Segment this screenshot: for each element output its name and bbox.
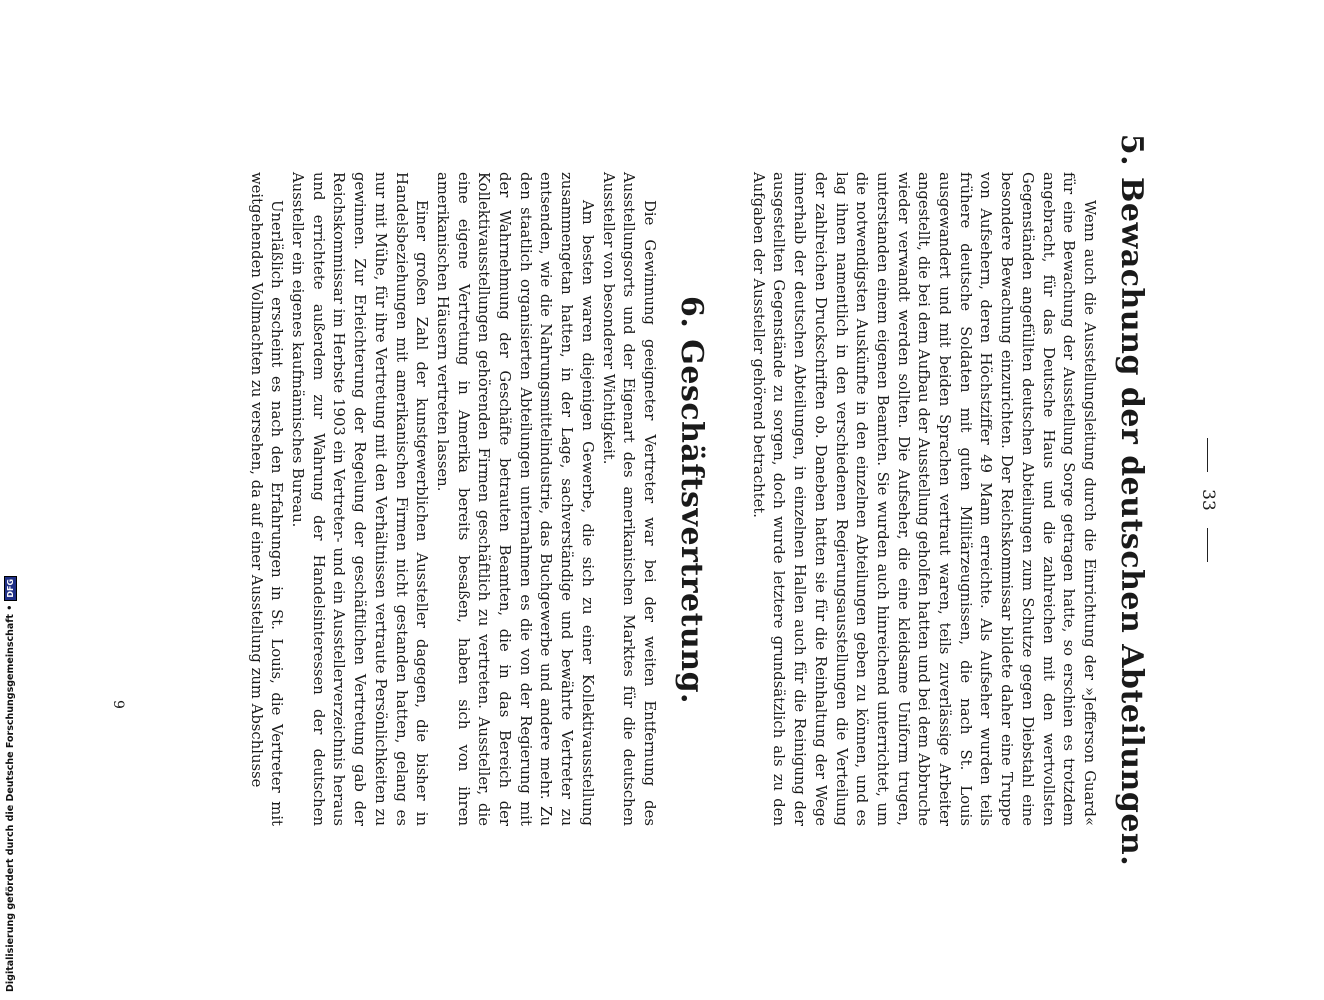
section-6-paragraph: Am besten waren diejenigen Gewerbe, die sich zu einer Kollektivausstellung zusammengetan hatten, in der Lage, sachverständige und bewährte Vertreter zu entsenden, wie die Nahrungsmittelindustrie, das Buchgewerbe und andere mehr. Zu den staatlich organisierten Abteilungen unternahmen es die von der Regierung mit der Wahrnehmung der Geschäfte betrauten Beamten, die in das Bereich der Kollektivausstellungen gehörenden Firmen geschäftlich zu vertreten. Aussteller, die eine eigene Vertretung in Amerika bereits besaßen, haben sich von ihren amerikanischen Häusern vertreten lassen. [433, 172, 596, 826]
page-number-value: 33 [1198, 489, 1218, 511]
page-number-rule-left [1207, 438, 1208, 472]
section-6-paragraph: Einer großen Zahl der kunstgewerblichen Aussteller dagegen, die bisher in Handelsbeziehungen mit amerikanischen Firmen nicht gestanden hatten, gelang es nur mit Mühe, für ihre Vertretung mit den Verhältnissen vertraute Persönlichkeiten zu gewinnen. Zur Erleichterung der Regelung der geschäftlichen Vertretung gab der Reichskommissar im Herbste 1903 ein Vertreter- und ein Ausstellerverzeichnis heraus und errichtete außerdem zur Wahrung der Handelsinteressen der deutschen Aussteller ein eigenes kaufmännisches Bureau. [289, 172, 431, 826]
digitization-footer [0, 0, 20, 1000]
page-number [1198, 0, 1218, 1000]
section-6-paragraph: Die Gewinnung geeigneter Vertreter war bei der weiten Entfernung des Ausstellungsorts und der Eigenart des amerikanischen Marktes für die deutschen Aussteller von besonderer Wichtigkeit. [599, 172, 658, 826]
section-6-heading: 6. Geschäftsvertretung. [674, 295, 709, 704]
section-5-body [747, 172, 1099, 826]
page-number-rule-right [1207, 528, 1208, 562]
section-6-paragraph: Unerläßlich erscheint es nach den Erfahrungen in St. Louis, die Vertreter mit weitgehenden Vollmachten zu versehen, da auf einer Ausstellung zum Abschlusse [247, 172, 286, 826]
section-5-paragraph: Wenn auch die Ausstellungsleitung durch die Einrichtung der »Jefferson Guard« für eine Bewachung der Ausstellung Sorge getragen hatte, so erschien es trotzdem angebracht, für das Deutsche Haus und die zahlreichen mit den wertvollsten Gegenständen angefüllten deutschen Abteilungen zum Schutze gegen Diebstahl eine besondere Bewachung einzurichten. Der Reichskommissar bildete daher eine Truppe von Aufsehern, deren Höchstziffer 49 Mann erreichte. Als Aufseher wurden teils frühere deutsche Soldaten mit guten Militärzeugnissen, die nach St. Louis ausgewandert und mit beiden Sprachen vertraut waren, teils zuverlässige Arbeiter angestellt, die bei dem Aufbau der Ausstellung geholfen hatten und bei dem Abbruche wieder verwandt werden sollten. Die Aufseher, die eine kleidsame Uniform trugen, unterstanden einem eigenen Beamten. Sie wurden auch hinreichend unterrichtet, um die notwendigsten Auskünfte in den einzelnen Abteilungen geben zu können, und es lag ihnen namentlich in den verschiedenen Regierungsausstellungen die Verteilung der zahlreichen Druckschriften ob. Daneben hatten sie für die Reinhaltung der Wege innerhalb der deutschen Abteilungen, in einzelnen Hallen auch für die Reinigung der ausgestellten Gegenstände zu sorgen, doch wurde letztere grundsätzlich als zu den Aufgaben der Aussteller gehörend betrachtet. [749, 172, 1098, 826]
footer-text: Digitalisierung gefördert durch die Deutsche Forschungsgemeinschaft • [4, 604, 16, 992]
dfg-logo: DFG [4, 576, 17, 601]
signature-mark: 9 [110, 700, 126, 709]
section-5-heading: 5. Bewachung der deutschen Abteilungen. [1114, 133, 1149, 867]
section-6-body [245, 172, 659, 826]
